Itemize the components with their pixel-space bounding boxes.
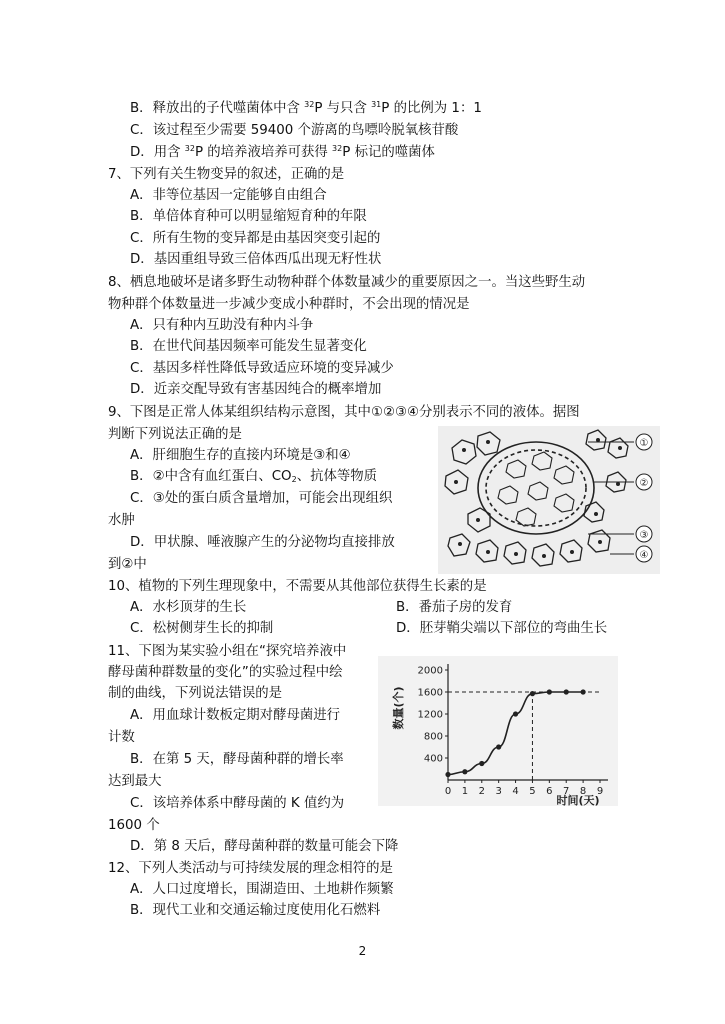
q10-option-c: C．松树侧芽生长的抑制: [130, 621, 274, 636]
q11-option-c-line1: C．该培养体系中酵母菌的 K 值约为: [130, 796, 345, 811]
page-number: 2: [358, 944, 367, 958]
data-point: [445, 772, 450, 777]
label-4: ④: [639, 550, 649, 561]
data-point: [530, 691, 535, 696]
q12-option-a: A．人口过度增长，围湖造田、土地耕作频繁: [130, 882, 394, 897]
x-axis-label: 时间(天): [556, 794, 600, 806]
q9-stem-line2: 判断下列说法正确的是: [108, 427, 242, 442]
q7-option-c: C．所有生物的变异都是由基因突变引起的: [130, 231, 381, 246]
data-point: [479, 761, 484, 766]
q9-option-c-line1: C．③处的蛋白质含量增加，可能会出现组织: [130, 491, 393, 506]
y-tick-label: 1600: [417, 687, 443, 699]
q11-stem-line1: 11、下图为某实验小组在“探究培养液中: [108, 644, 347, 659]
x-tick-label: 6: [546, 786, 553, 797]
q7-option-b: B．单倍体育种可以明显缩短育种的年限: [130, 209, 367, 224]
q6-option-d: D．用含 $^{32}$P 的培养液培养可获得 $^{32}$P 标记的噬菌体: [130, 144, 435, 160]
label-1: ①: [639, 438, 649, 449]
q8-option-b: B．在世代间基因频率可能发生显著变化: [130, 339, 367, 354]
q7-stem: 7、下列有关生物变异的叙述，正确的是: [108, 167, 345, 182]
q9-option-a: A．肝细胞生存的直接内环境是③和④: [130, 448, 351, 463]
q9-option-d-line1: D．甲状腺、唾液腺产生的分泌物均直接排放: [130, 535, 395, 550]
q10-option-d: D．胚芽鞘尖端以下部位的弯曲生长: [396, 621, 608, 636]
q11-option-b-line1: B．在第 5 天，酵母菌种群的增长率: [130, 752, 344, 767]
q11-option-a-line2: 计数: [108, 730, 135, 745]
x-tick-label: 7: [563, 786, 570, 797]
q7-option-d: D．基因重组导致三倍体西瓜出现无籽性状: [130, 252, 382, 267]
q9-option-c-line2: 水肿: [108, 513, 135, 528]
data-point: [496, 744, 501, 749]
q11-option-a-line1: A．用血球计数板定期对酵母菌进行: [130, 708, 341, 723]
x-tick-label: 1: [461, 786, 469, 797]
x-tick-label: 8: [579, 786, 587, 797]
tissue-structure-diagram: [438, 426, 660, 574]
q10-stem: 10、植物的下列生理现象中，不需要从其他部位获得生长素的是: [108, 579, 487, 594]
q9-stem-line1: 9、下图是正常人体某组织结构示意图，其中①②③④分别表示不同的液体。据图: [108, 405, 580, 420]
data-point: [462, 769, 467, 774]
q11-stem-line2: 酵母菌种群数量的变化”的实验过程中绘: [108, 665, 343, 680]
x-tick-label: 3: [495, 786, 502, 797]
y-tick-label: 1200: [417, 709, 443, 721]
q7-option-a: A．非等位基因一定能够自由组合: [130, 188, 327, 203]
q11-option-b-line2: 达到最大: [108, 774, 162, 789]
q8-option-c: C．基因多样性降低导致适应环境的变异减少: [130, 361, 394, 376]
data-point: [513, 711, 518, 716]
x-tick-label: 0: [444, 786, 452, 797]
label-3: ③: [639, 530, 649, 541]
q12-option-b: B．现代工业和交通运输过度使用化石燃料: [130, 903, 381, 918]
x-tick-label: 9: [596, 786, 604, 797]
q8-option-d: D．近亲交配导致有害基因纯合的概率增加: [130, 382, 382, 397]
y-axis-label: 数量(个): [392, 686, 405, 730]
q11-stem-line3: 制的曲线，下列说法错误的是: [108, 686, 283, 701]
y-tick-label: 800: [423, 731, 443, 743]
y-tick-label: 2000: [417, 665, 443, 677]
q11-option-c-line2: 1600 个: [108, 818, 160, 833]
data-point: [547, 689, 552, 694]
data-point: [564, 689, 569, 694]
q6-option-c: C．该过程至少需要 59400 个游离的鸟嘌呤脱氧核苷酸: [130, 123, 459, 138]
q8-option-a: A．只有种内互助没有种内斗争: [130, 318, 314, 333]
q9-option-b: B．②中含有血红蛋白、$CO_2$、抗体等物质: [130, 469, 378, 484]
x-tick-label: 5: [529, 786, 536, 797]
q9-option-d-line2: 到②中: [108, 557, 147, 572]
q11-option-d: D．第 8 天后，酵母菌种群的数量可能会下降: [130, 839, 399, 854]
q12-stem: 12、下列人类活动与可持续发展的理念相符的是: [108, 861, 393, 876]
q8-stem-line2: 物种群个体数量进一步减少变成小种群时，不会出现的情况是: [108, 297, 470, 312]
x-tick-label: 2: [478, 786, 485, 797]
q10-option-a: A．水杉顶芽的生长: [130, 600, 247, 615]
x-tick-label: 4: [512, 786, 519, 797]
label-2: ②: [639, 478, 649, 489]
q10-option-b: B．番茄子房的发育: [396, 600, 513, 615]
q8-stem-line1: 8、栖息地破坏是诸多野生动物种群个体数量减少的重要原因之一。当这些野生动: [108, 275, 586, 290]
yeast-growth-chart: [378, 656, 618, 806]
data-point: [581, 689, 586, 694]
q6-option-b: B．释放出的子代噬菌体中含 $^{32}$P 与只含 $^{31}$P 的比例为 1：1: [130, 100, 482, 116]
y-tick-label: 400: [423, 753, 443, 765]
